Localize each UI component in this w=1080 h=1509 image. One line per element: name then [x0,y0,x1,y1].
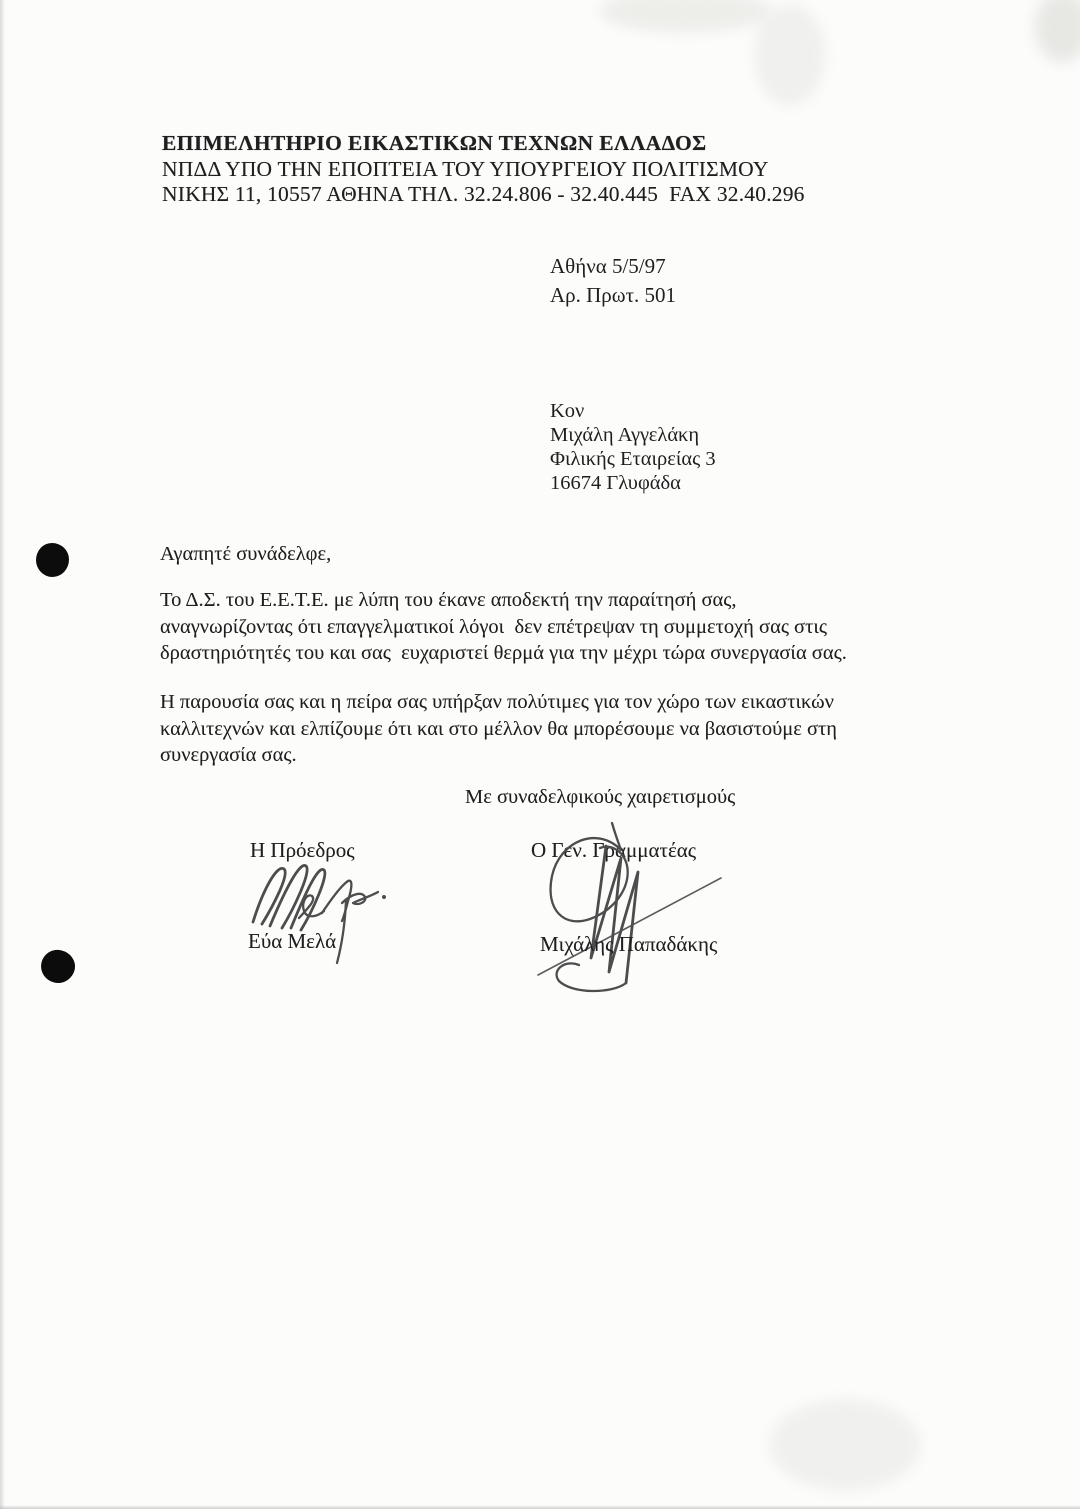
recipient-city: 16674 Γλυφάδα [550,472,681,494]
signer-title-president: Η Πρόεδρος [250,838,355,862]
signer-title-general-secretary: Ο Γεν. Γραμματέας [531,838,697,862]
body-line: καλλιτεχνών και ελπίζουμε ότι και στο μέλλον θα μπορέσουμε να βασιστούμε στη [160,717,837,740]
organization-address-contact-line: ΝΙΚΗΣ 11, 10557 ΑΘΗΝΑ ΤΗΛ. 32.24.806 - 32.40.445 FAX 32.40.296 [162,182,805,206]
michalis-papadakis-signature-autograph [528,820,743,1000]
scan-smudge [770,1400,920,1490]
scan-smudge [1035,0,1080,62]
closing-salutation: Με συναδελφικούς χαιρετισμούς [465,786,736,808]
recipient-address-block [550,399,716,495]
scan-smudge [600,0,770,32]
scan-smudge [755,5,825,105]
body-line: Το Δ.Σ. του Ε.Ε.Τ.Ε. με λύπη του έκανε αποδεκτή την παραίτησή σας, [160,589,737,611]
protocol-number-line: Αρ. Πρωτ. 501 [550,283,677,307]
signer-name-michalis-papadakis: Μιχάλης Παπαδάκης [540,932,718,956]
scan-bottom-edge-artifact [0,1505,1080,1509]
body-line: αναγνωρίζοντας ότι επαγγελματικοί λόγοι δεν επέτρεψαν τη συμμετοχή σας στις [160,615,827,638]
recipient-name: Μιχάλη Αγγελάκη [550,424,700,446]
date-line: Αθήνα 5/5/97 [550,254,666,278]
recipient-street: Φιλικής Εταιρείας 3 [550,448,716,470]
body-line: συνεργασία σας. [160,744,297,766]
body-paragraph-2 [160,689,837,769]
hole-punch-top [36,543,69,577]
organization-name: ΕΠΙΜΕΛΗΤΗΡΙΟ ΕΙΚΑΣΤΙΚΩΝ ΤΕΧΝΩΝ ΕΛΛΑΔΟΣ [162,131,707,155]
scan-left-edge-artifact [0,0,5,1509]
reference-block [550,252,676,310]
organization-supervision-line: ΝΠΔΔ ΥΠΟ ΤΗΝ ΕΠΟΠΤΕΙΑ ΤΟΥ ΥΠΟΥΡΓΕΙΟΥ ΠΟΛΙΤΙΣΜΟΥ [162,157,769,181]
body-line: Η παρουσία σας και η πείρα σας υπήρξαν πολύτιμες για τον χώρο των εικαστικών [160,691,834,713]
signer-name-eva-mela: Εύα Μελά [248,929,337,953]
hole-punch-bottom [38,947,78,986]
recipient-honorific: Κον [550,400,585,422]
body-line: δραστηριότητές του και σας ευχαριστεί θερμά για την μέχρι τώρα συνεργασία σας. [160,642,847,664]
salutation: Αγαπητέ συνάδελφε, [160,543,332,565]
body-paragraph-1 [160,587,847,667]
